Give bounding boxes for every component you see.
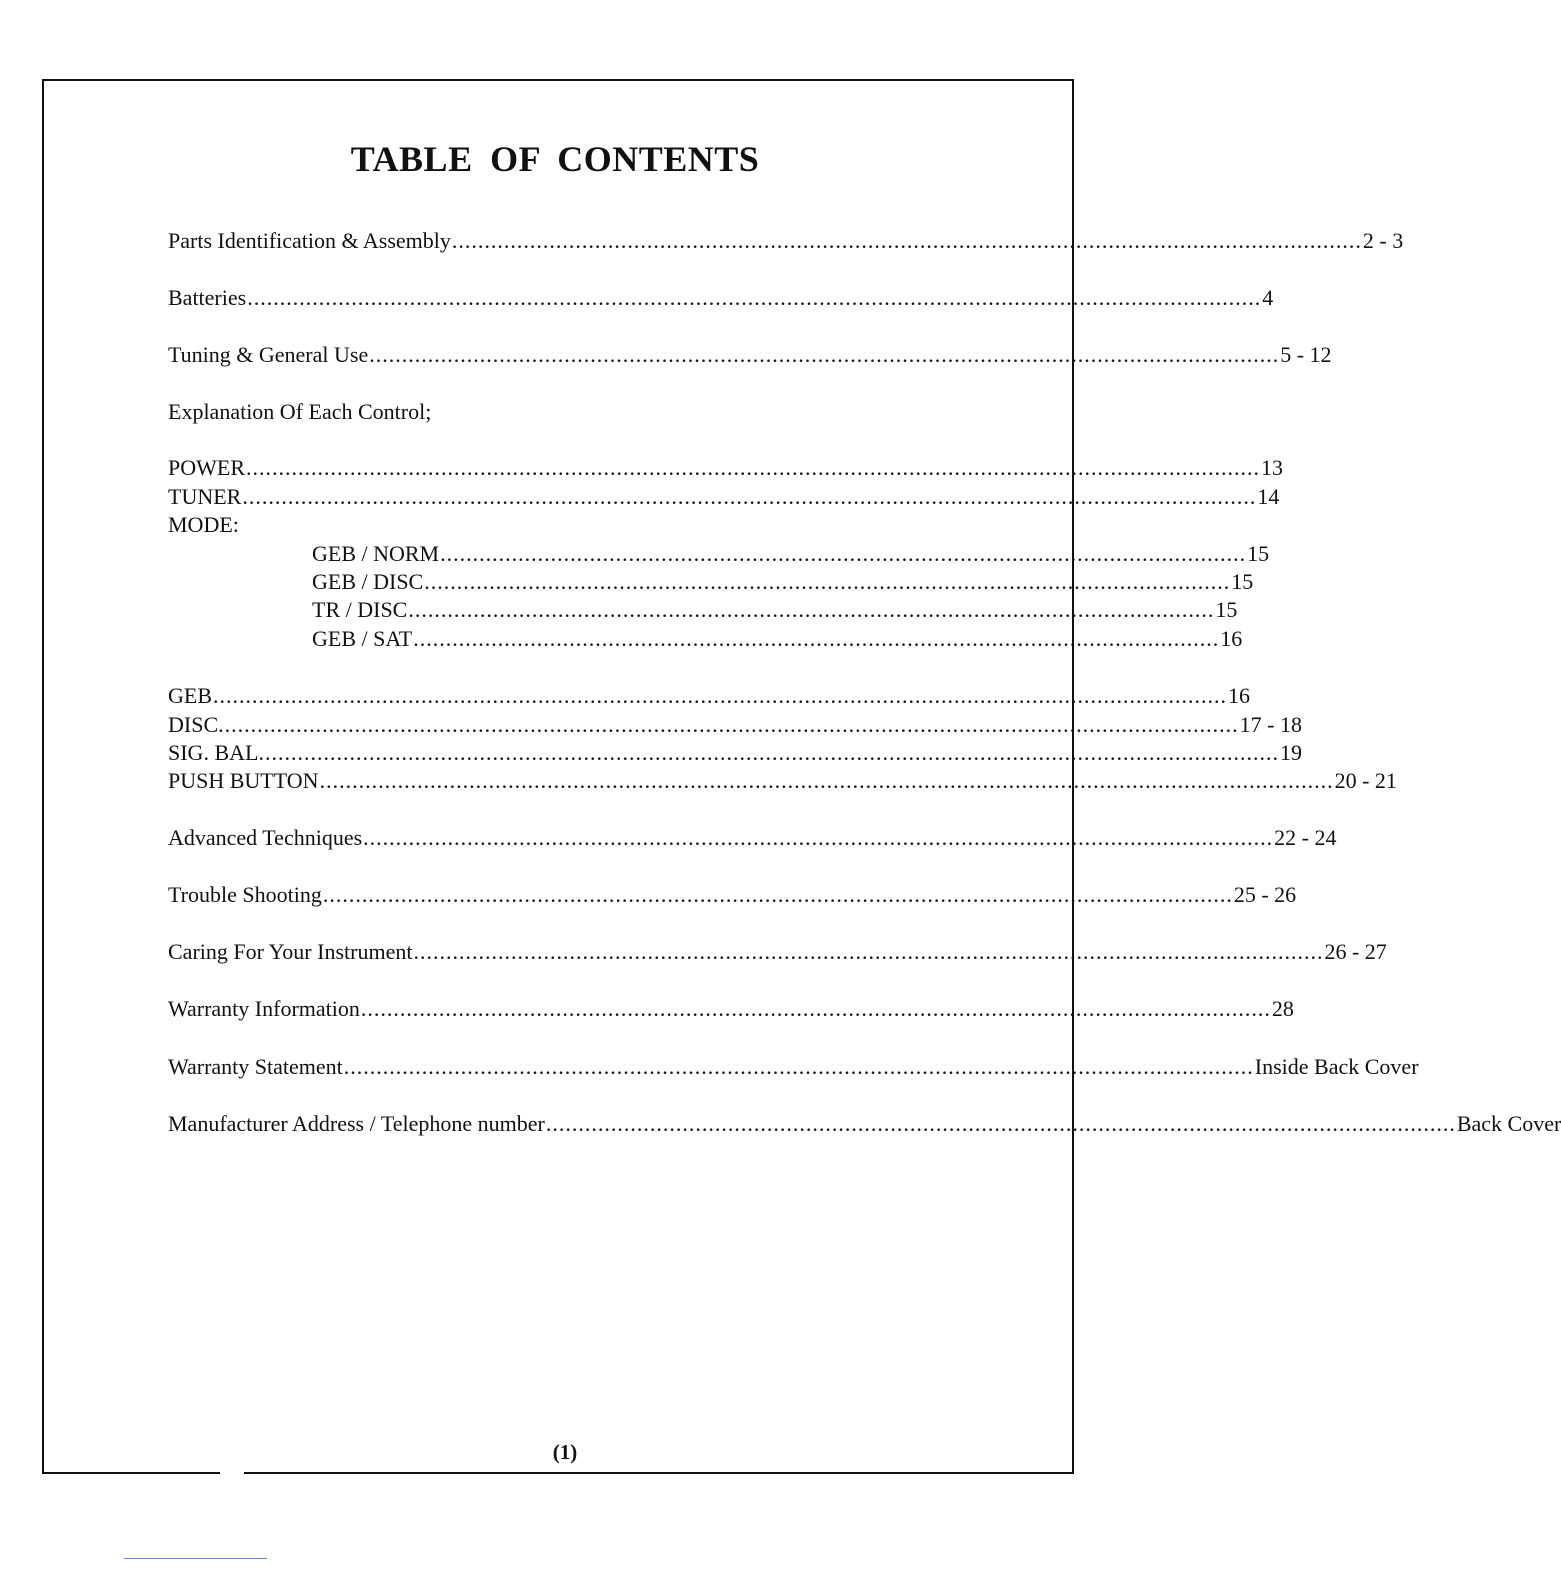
toc-entry[interactable]	[168, 996, 1294, 1022]
toc-entry[interactable]	[168, 484, 1280, 510]
toc-entry-label: GEB / SAT	[312, 626, 413, 651]
toc-entry[interactable]	[168, 740, 1302, 766]
toc-entry-page: 15	[1215, 597, 1238, 622]
toc-entry[interactable]	[168, 825, 1337, 851]
toc-entry[interactable]	[168, 939, 1387, 965]
dot-leader: ............................................................................................................................................	[369, 342, 1280, 367]
toc-entry-page: 16	[1228, 683, 1250, 708]
toc-entry-label: PUSH BUTTON	[168, 768, 319, 793]
toc-entry[interactable]	[168, 455, 1283, 481]
dot-leader: ............................................................................................................................................................	[224, 712, 1239, 737]
dot-leader: ............................................................................................................................................................	[213, 683, 1227, 708]
toc-entry-label: GEB	[168, 683, 212, 708]
toc-entry-page: 26 - 27	[1324, 939, 1387, 964]
toc-entry-label: POWER	[168, 455, 245, 480]
dot-leader: ............................................................................................................................	[413, 626, 1220, 651]
toc-entry-page: 20 - 21	[1334, 768, 1397, 793]
dot-leader: ............................................................................................................................................................	[264, 740, 1279, 765]
toc-entry[interactable]	[168, 1111, 1561, 1137]
dot-leader: ............................................................................................................................................	[363, 825, 1274, 850]
toc-entry-label: TUNER	[168, 484, 242, 509]
toc-entry-label: Parts Identification & Assembly	[168, 228, 451, 253]
link-underline	[124, 1558, 267, 1559]
toc-entry-page: 16	[1220, 626, 1243, 651]
toc-entry-label: Advanced Techniques	[168, 825, 363, 850]
toc-entry-label: Manufacturer Address / Telephone number	[168, 1111, 545, 1136]
toc-entry-page: 14	[1257, 484, 1280, 509]
dot-leader: ............................................................................................................................................	[413, 939, 1324, 964]
page-title: TABLE OF CONTENTS	[350, 139, 760, 179]
toc-entry[interactable]	[312, 569, 1254, 595]
toc-entry-label: Tuning & General Use	[168, 342, 369, 367]
dot-leader: ............................................................................................................................................	[451, 228, 1362, 253]
toc-entry-label: Batteries	[168, 285, 247, 310]
dot-leader: ............................................................................................................................................................	[247, 285, 1262, 310]
dot-leader: ............................................................................................................................................................	[319, 768, 1334, 793]
toc-entry-page: Back Cover	[1456, 1111, 1561, 1136]
toc-entry-page: 13	[1261, 455, 1283, 480]
toc-entry[interactable]	[168, 712, 1302, 738]
toc-entry[interactable]	[168, 768, 1397, 794]
toc-entry-page: 2 - 3	[1362, 228, 1404, 253]
toc-entry-page: 15	[1247, 541, 1270, 566]
toc-entry-page: 15	[1231, 569, 1254, 594]
toc-entry-label: Trouble Shooting	[168, 882, 322, 907]
toc-entry[interactable]	[168, 882, 1297, 908]
toc-entry[interactable]	[168, 228, 1404, 254]
toc-entry-label: GEB / DISC	[312, 569, 424, 594]
toc-entry-label: Caring For Your Instrument	[168, 939, 413, 964]
dot-leader: ............................................................................................................................	[440, 541, 1247, 566]
toc-entry-page: 4	[1262, 285, 1274, 310]
toc-entry[interactable]	[312, 626, 1243, 652]
toc-entry[interactable]	[168, 285, 1274, 311]
toc-entry[interactable]	[312, 541, 1270, 567]
toc-entry-page: 25 - 26	[1233, 882, 1297, 907]
toc-entry-page: 5 - 12	[1280, 342, 1332, 367]
dot-leader: ............................................................................................................................................................	[242, 484, 1257, 509]
toc-entry-label: GEB / NORM	[312, 541, 440, 566]
toc-entry[interactable]	[312, 597, 1238, 623]
toc-entry-label: DISC.	[168, 712, 224, 737]
toc-entry-label: TR / DISC	[312, 597, 408, 622]
dot-leader: ............................................................................................................................................................	[246, 455, 1260, 480]
dot-leader: ............................................................................................................................	[424, 569, 1231, 594]
toc-entry[interactable]	[168, 342, 1332, 368]
bottom-border-right	[244, 1472, 1074, 1474]
toc-entry-page: 22 - 24	[1274, 825, 1337, 850]
toc-entry-label: SIG. BAL.	[168, 740, 264, 765]
toc-entry-page: 17 - 18	[1239, 712, 1302, 737]
dot-leader: ............................................................................................................................................	[343, 1054, 1254, 1079]
dot-leader: ............................................................................................................................	[408, 597, 1215, 622]
toc-entry-label: Warranty Information	[168, 996, 360, 1021]
section-heading-explanation: Explanation Of Each Control;	[168, 399, 432, 424]
dot-leader: ............................................................................................................................................	[545, 1111, 1456, 1136]
bottom-border-left	[42, 1472, 220, 1474]
page-number: (1)	[552, 1440, 578, 1464]
toc-entry[interactable]	[168, 683, 1250, 709]
toc-entry[interactable]	[168, 1054, 1419, 1080]
toc-entry-label: Warranty Statement	[168, 1054, 343, 1079]
toc-entry-page: 19	[1279, 740, 1302, 765]
dot-leader: ............................................................................................................................................	[322, 882, 1233, 907]
dot-leader: ............................................................................................................................................	[360, 996, 1271, 1021]
toc-entry-page: 28	[1271, 996, 1294, 1021]
section-heading-mode: MODE:	[168, 512, 239, 537]
toc-entry-page: Inside Back Cover	[1254, 1054, 1419, 1079]
